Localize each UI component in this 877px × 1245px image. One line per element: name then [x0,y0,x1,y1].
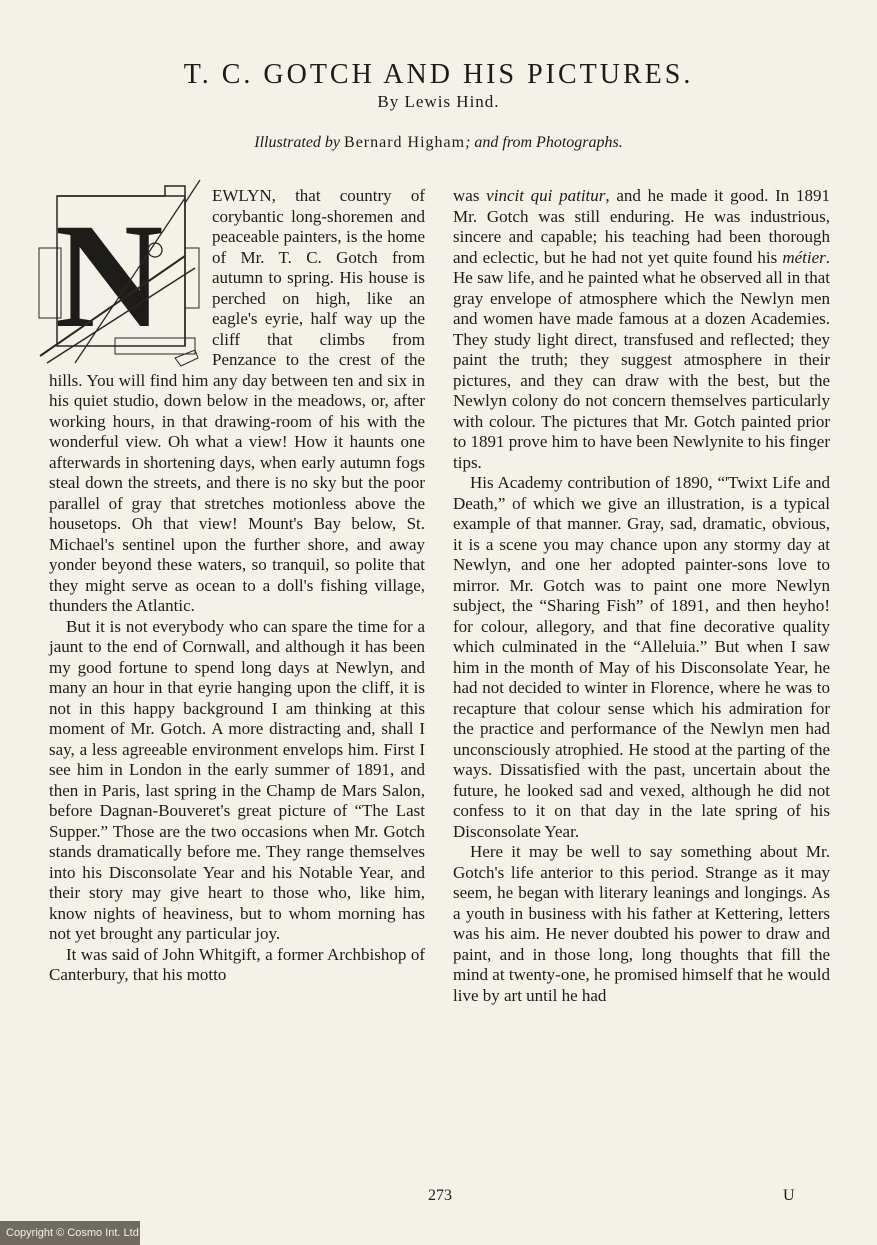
article-title: T. C. GOTCH AND HIS PICTURES. [183,58,694,90]
illustrator-name: Bernard Higham [344,134,466,151]
paragraph: It was said of John Whitgift, a former Archbishop of Canterbury, that his motto [49,944,425,984]
paragraph: Here it may be well to say something about Mr. Gotch's life anterior to this period. Strange as it may seem, he began with literary leanings and longings. As a youth in business with his father at Kettering, letters was his aim. He never doubted his power to draw and paint, and in those long, long thoughts that fill the mind at twenty-one, he promised himself that he would live by art until he had [453,842,830,1005]
text-run: , and he made it good. In 1891 Mr. Gotch was still enduring. He was industrious, sincere and capable; his teaching had been thorough and eclectic, but he had not yet quite found his [453,186,830,267]
copyright-watermark: Copyright © Cosmo Int. Ltd [0,1221,140,1245]
paragraph: His Academy contribution of 1890, “'Twixt Life and Death,” of which we give an illustration, is a typical example of that manner. Gray, sad, dramatic, obvious, it is a scene you may chance upon any stormy day at Newlyn, and one her adopted painter-sons love to mirror. Mr. Gotch was to paint one more Newlyn subject, the “Sharing Fish” of 1891, and then heyho! for colour, allegory, and that fine decorative quality which culminated in the “Alleluia.” But when I saw him in the month of May of his Disconsolate Year, he had not decided to winter in Florence, where he was to recapture that colour sense which his admiration for the practice and performance of the Newlyn men had unconsciously atrophied. He stood at the parting of the ways. Dissatisfied with the past, uncertain about the future, he looked sad and vexed, although he did not confess to it on that day in the late spring of his Disconsolate Year. [453,473,830,841]
italic-run: métier [782,247,826,267]
signature-mark: U [783,1187,795,1204]
left-column [49,186,425,986]
paragraph [453,186,830,473]
illustration-credit [0,134,877,152]
text-run: was [453,186,487,205]
byline: By Lewis Hind. [377,92,500,111]
drop-cap-letter: N [55,193,164,359]
paragraph: But it is not everybody who can spare the time for a jaunt to the end of Cornwall, and although it has been my good fortune to spend long days at Newlyn, and many an hour in that eyrie hanging upon the cliff, it is not in this happy background I am thinking at this moment of Mr. Gotch. A more distracting and, shall I say, a less agreeable environment envelops him. First I see him in London in the early summer of 1891, and then in Paris, last spring in the Champ de Mars Salon, before Dagnan-Bouveret's great picture of “The Last Supper.” Those are the two occasions when Mr. Gotch stands dramatically before me. They range themselves into his Disconsolate Year and his Notable Year, and their story may give heart to those who, like him, know nights of heaviness, but to whom morning has not yet brought any particular joy. [49,616,425,943]
illustrated-suffix: ; and from Photographs. [465,134,623,151]
page-number: 273 [428,1187,452,1204]
text-run: . He saw life, and he painted what he observed all in that gray envelope of atmosphere which the Newlyn men and women have made famous at a dozen Academies. They study light direct, transfused and reflected; they paint the truth; they suggest atmosphere in their pictures, and they can draw with the best, but the Newlyn colony do not concern themselves particularly with colour. The pictures that Mr. Gotch painted prior to 1891 prove him to have been Newlynite to his finger tips. [453,247,830,472]
italic-run: vincit qui patitur [486,186,606,205]
illustrated-prefix: Illustrated by [254,134,341,151]
right-column [453,186,830,1006]
drop-cap-illustration [35,178,202,368]
paragraph: EWLYN, that country of corybantic long-shoremen and peaceable painters, is the home of Mr. T. C. Gotch from autumn to spring. His house is perched on high, like an eagle's eyrie, half way up the cliff that climbs from Penzance to the crest of the hills. You will find him any day between ten and six in his quiet studio, down below in the meadows, or, after working hours, in that drawing-room of his with the wonderful view. Oh what a view! How it haunts one afterwards in shortening days, when early autumn fogs steal down the streets, and there is no sky but the poor parallel of gray that stretches motionless above the housetops. Oh that view! Mount's Bay below, St. Michael's sentinel upon the further shore, and away yonder beyond these waters, so tranquil, so polite that they might serve as ocean to a doll's fishing village, thunders the Atlantic. [49,186,425,615]
